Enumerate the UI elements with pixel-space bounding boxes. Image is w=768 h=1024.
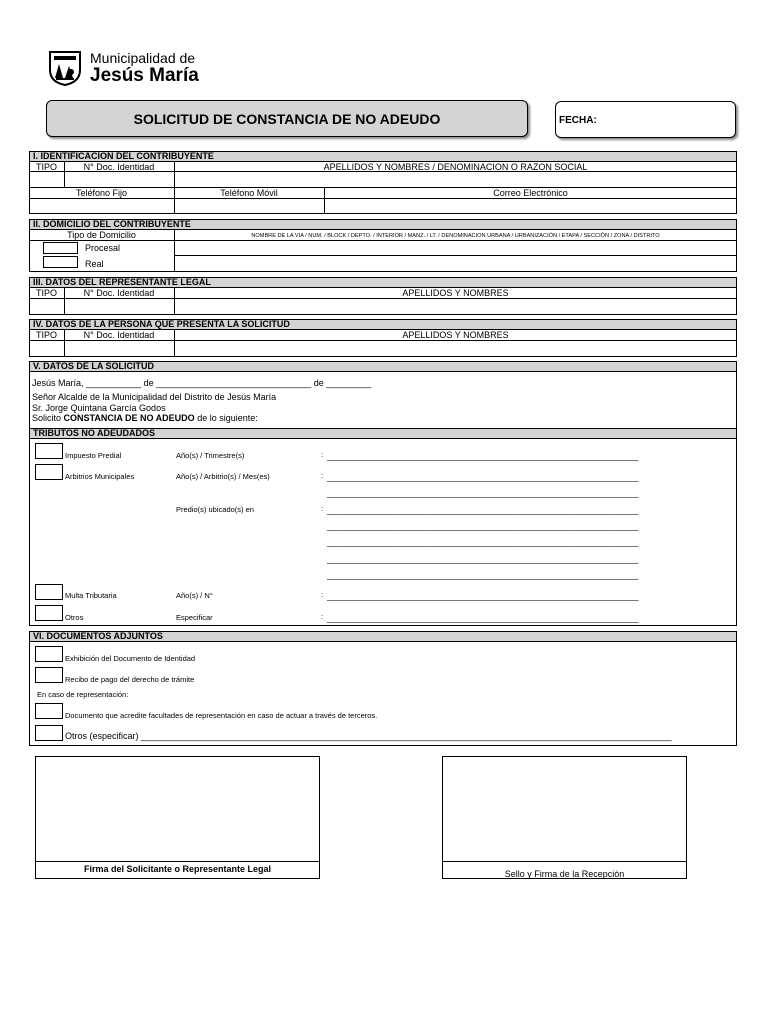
pres-doc-input[interactable] [65,341,174,356]
rep-col-nombres: APELLIDOS Y NOMBRES [402,288,509,298]
rep-col-doc: N° Doc. Identidad [83,288,155,298]
col-telefono-movil: Teléfono Móvil [220,188,278,198]
tipo-input[interactable] [30,172,64,187]
doc-input[interactable] [65,172,174,187]
logo [48,50,218,88]
recibo-pago-label: Recibo de pago del derecho de trámite [65,675,195,684]
procesal-label: Procesal [85,243,121,253]
col-doc-identidad: N° Doc. Identidad [83,162,155,172]
caso-representacion-label: En caso de representación: [37,690,129,699]
multa-line[interactable]: ______________________________________________________________________ [327,592,639,601]
otros-label: Otros [65,613,84,622]
pres-nombres-input[interactable] [175,341,736,356]
tributos-title: TRIBUTOS NO ADEUDADOS [29,428,737,439]
tipo-domicilio-label: Tipo de Domicilio [67,230,136,240]
section-solicitud-title: V. DATOS DE LA SOLICITUD [29,361,737,372]
section-documentos [29,631,737,746]
section-documentos-title: VI. DOCUMENTOS ADJUNTOS [29,631,737,642]
multa-label: Multa Tributaria [65,591,117,600]
section-domicilio-title: II. DOMICILIO DEL CONTRIBUYENTE [29,219,737,230]
solicitud-alcalde-line: Señor Alcalde de la Municipalidad del Distrito de Jesús María [32,392,277,402]
direccion-header: NOMBRE DE LA VIA / NUM. / BLOCK / DEPTO. / INTERIOR / MANZ. / LT. / DENOMINACION URBANA / URBANIZACIÓN / ETAPA / SECCIÓN / ZONA / DISTRITO [251,233,660,239]
solicitud-fecha-line: Jesús María, ___________ de _______________________________ de _________ [32,378,372,388]
recibo-pago-checkbox[interactable] [35,667,63,683]
section-representante-title: III. DATOS DEL REPRESENTANTE LEGAL [29,277,737,288]
impuesto-predial-label: Impuesto Predial [65,451,122,460]
otros-line[interactable]: ______________________________________________________________________ [327,614,639,623]
doc-facultades-label: Documento que acredite facultades de representación en caso de actuar a través de terceros. [65,711,378,720]
rep-nombres-input[interactable] [175,299,736,314]
logo-line1: Municipalidad de [90,50,196,66]
section-presentante-title: IV. DATOS DE LA PERSONA QUE PRESENTA LA SOLICITUD [29,319,737,330]
section-identificacion-title: I. IDENTIFICACION DEL CONTRIBUYENTE [29,151,737,162]
col-correo: Correo Electrónico [493,188,568,198]
otros-field-label: Especificar [176,613,213,622]
arbitrios-line[interactable]: ______________________________________________________________________ [327,473,639,482]
otros-checkbox[interactable] [35,605,63,621]
solicitud-texto: Solicito CONSTANCIA DE NO ADEUDO de lo siguiente: [32,413,258,423]
pres-tipo-input[interactable] [30,341,64,356]
impuesto-predial-line[interactable]: ______________________________________________________________________ [327,452,639,461]
rep-tipo-input[interactable] [30,299,64,314]
doc-identidad-checkbox[interactable] [35,646,63,662]
firma-solicitante-label: Firma del Solicitante o Representante Legal [83,864,272,874]
pres-col-doc: N° Doc. Identidad [83,330,155,340]
page-title: SOLICITUD DE CONSTANCIA DE NO ADEUDO [133,111,441,127]
pres-col-tipo: TIPO [35,330,57,340]
predio-line-3[interactable]: ______________________________________________________________________ [327,538,639,547]
col-tipo: TIPO [35,162,57,172]
real-checkbox[interactable] [43,256,78,268]
nombres-input[interactable] [175,172,736,187]
multa-field-label: Año(s) / N° [176,591,213,600]
predio-line-1[interactable]: ______________________________________________________________________ [327,506,639,515]
direccion-procesal-input[interactable] [175,241,736,255]
solicitud-nombre-line: Sr. Jorge Quintana García Godos [32,403,166,413]
predio-line-5[interactable]: ______________________________________________________________________ [327,571,639,580]
otros-docs-label[interactable]: Otros (especificar) __________________________________________________________________________________________________________ [65,731,672,741]
procesal-checkbox[interactable] [43,242,78,254]
title-box [46,100,528,137]
arbitrios-checkbox[interactable] [35,464,63,480]
telefono-fijo-input[interactable] [30,199,174,213]
impuesto-predial-field-label: Año(s) / Trimestre(s) [176,451,245,460]
fecha-label: FECHA: [559,115,597,126]
doc-facultades-checkbox[interactable] [35,703,63,719]
fecha-box[interactable] [555,101,736,138]
firma-recepcion-label: Sello y Firma de la Recepción [504,869,625,879]
correo-input[interactable] [325,199,736,213]
rep-doc-input[interactable] [65,299,174,314]
direccion-real-input[interactable] [175,256,736,271]
predio-line-4[interactable]: ______________________________________________________________________ [327,555,639,564]
logo-line2: Jesús María [90,65,199,86]
real-label: Real [85,259,104,269]
predio-field-label: Predio(s) ubicado(s) en [176,505,254,514]
col-telefono-fijo: Teléfono Fijo [75,188,128,198]
doc-identidad-label: Exhibición del Documento de Identidad [65,654,196,663]
pres-col-nombres: APELLIDOS Y NOMBRES [402,330,509,340]
municipal-crest-icon [48,50,82,86]
arbitrios-line-2[interactable]: ______________________________________________________________________ [327,489,639,498]
col-nombres: APELLIDOS Y NOMBRES / DENOMINACION O RAZON SOCIAL [323,162,588,172]
impuesto-predial-checkbox[interactable] [35,443,63,459]
arbitrios-field-label: Año(s) / Arbitrio(s) / Mes(es) [176,472,270,481]
otros-docs-checkbox[interactable] [35,725,63,741]
arbitrios-label: Arbitrios Municipales [65,472,135,481]
multa-checkbox[interactable] [35,584,63,600]
rep-col-tipo: TIPO [35,288,57,298]
predio-line-2[interactable]: ______________________________________________________________________ [327,522,639,531]
telefono-movil-input[interactable] [175,199,324,213]
